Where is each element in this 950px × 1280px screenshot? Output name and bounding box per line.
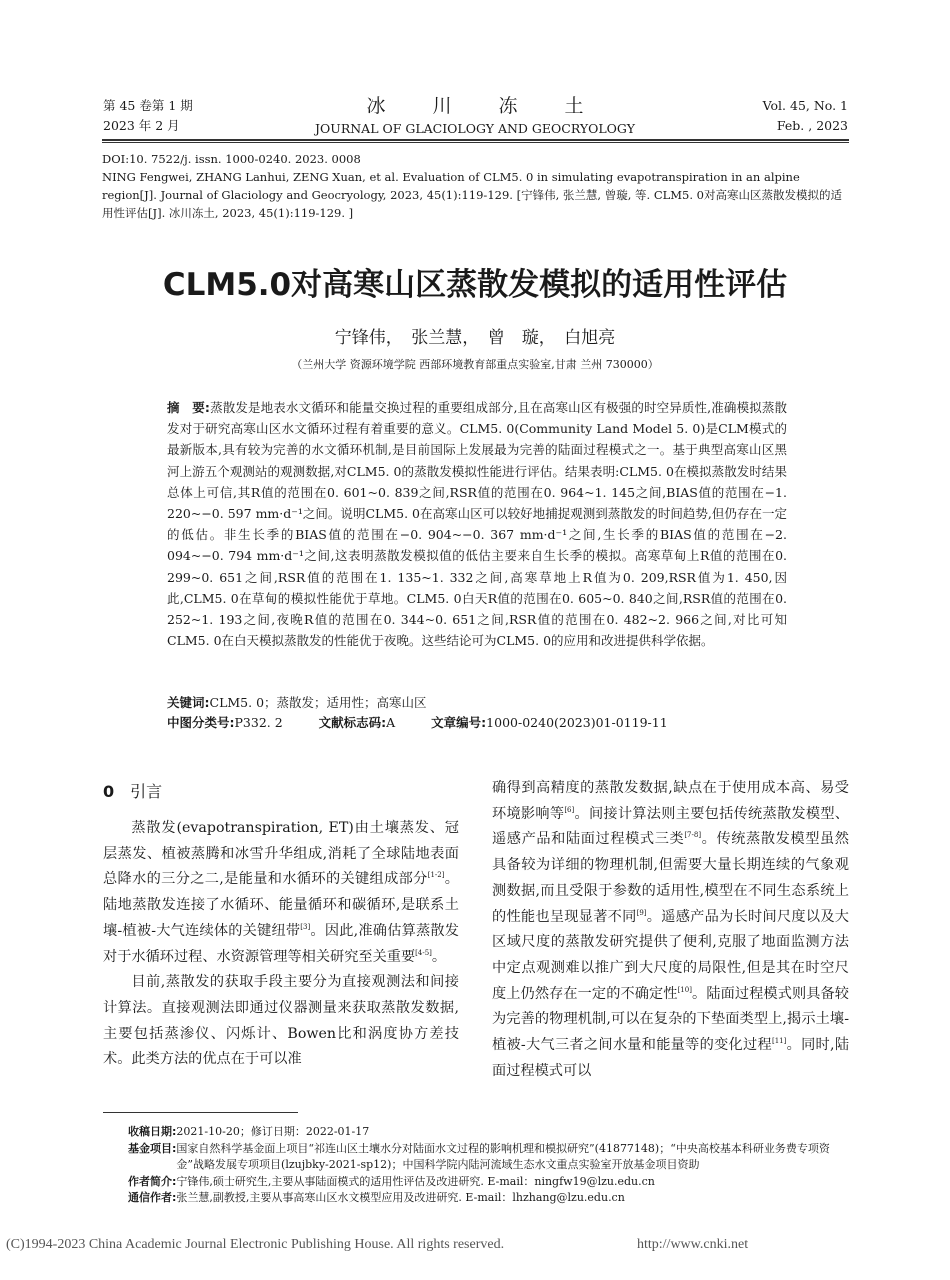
- section-heading: [103, 780, 162, 804]
- abstract: [167, 397, 787, 651]
- header-rule-thin: [102, 142, 849, 143]
- journal-title-cn: 冰 川 冻 土: [366, 95, 598, 117]
- footnote-corresponding: 通信作者: 张兰慧,副教授,主要从事高寒山区水文模型应用及改进研究. E-mail：lhzhang@lzu.edu.cn: [128, 1191, 625, 1205]
- volume-en: Vol. 45, No. 1: [762, 98, 848, 113]
- footnote-author-bio: 作者简介: 宁锋伟,硕士研究生,主要从事陆面模式的适用性评估及改进研究. E-mail：ningfw19@lzu.edu.cn: [128, 1174, 655, 1188]
- citation-text: NING Fengwei, ZHANG Lanhui, ZENG Xuan, et al. Evaluation of CLM5. 0 in simulating evapotranspiration in an alpine region[J]. Journal of Glaciology and Geocryology, 2023, 45(1):119-129. [宁锋伟, 张兰慧, 曾璇, 等. CLM5. 0对高寒山区蒸散发模拟的适用性评估[J]. 冰川冻土, 2023, 45(1):119-129. ]: [102, 170, 842, 220]
- paragraph: 蒸散发(evapotranspiration, ET)由土壤蒸发、冠层蒸发、植被蒸腾和冰雪升华组成,消耗了全球陆地表面总降水的三分之二,是能量和水循环的关键组成部分[1-2]。陆地蒸散发连接了水循环、能量循环和碳循环,是联系土壤-植被-大气连续体的关键纽带[3]。因此,准确估算蒸散发对于水循环过程、水资源管理等相关研究至关重要[4-5]。: [103, 820, 459, 965]
- citation-ref: [6]: [564, 805, 575, 814]
- article-number-label: 文章编号:: [431, 715, 487, 730]
- clc-value: P332. 2: [234, 715, 283, 730]
- authors: 宁锋伟， 张兰慧， 曾 璇， 白旭亮: [334, 328, 616, 348]
- clc-label: 中图分类号:: [167, 715, 235, 730]
- date-cn: 2023 年 2 月: [103, 118, 180, 133]
- citation-ref: [4-5]: [415, 948, 432, 957]
- citation-ref: [10]: [677, 985, 692, 994]
- doi: DOI:10. 7522/j. issn. 1000-0240. 2023. 0008: [102, 152, 361, 166]
- body-column-left: [103, 816, 459, 1073]
- article-number-value: 1000-0240(2023)01-0119-11: [486, 715, 668, 730]
- journal-title-en: JOURNAL OF GLACIOLOGY AND GEOCRYOLOGY: [315, 121, 635, 136]
- date-en: Feb. , 2023: [776, 118, 848, 133]
- paragraph: 目前,蒸散发的获取手段主要分为直接观测法和间接计算法。直接观测法即通过仪器测量来获取蒸散发数据,主要包括蒸渗仪、闪烁计、Bowen比和涡度协方差技术。此类方法的优点在于可以准: [103, 974, 459, 1068]
- citation-ref: [7-8]: [684, 831, 702, 840]
- section-number: 0: [103, 782, 115, 801]
- header-left: [103, 96, 193, 136]
- footnote-received: 收稿日期: 2021-10-20；修订日期：2022-01-17: [128, 1125, 370, 1138]
- header-right: [763, 96, 848, 136]
- doc-code-label: 文献标志码:: [318, 715, 387, 730]
- volume-cn: 第 45 卷第 1 期: [103, 98, 193, 113]
- citation-block: [102, 150, 849, 222]
- doc-code-value: A: [386, 715, 396, 730]
- copyright-text: (C)1994-2023 China Academic Journal Electronic Publishing House. All rights reserved.: [6, 1237, 505, 1252]
- citation-ref: [9]: [636, 908, 647, 917]
- citation-ref: [3]: [300, 922, 311, 931]
- header-center: [275, 94, 675, 139]
- affiliation: （兰州大学 资源环境学院 西部环境教育部重点实验室,甘肃 兰州 730000）: [291, 358, 659, 371]
- abstract-text: 蒸散发是地表水文循环和能量交换过程的重要组成部分,且在高寒山区有极强的时空异质性,准确模拟蒸散发对于研究高寒山区水文循环过程有着重要的意义。CLM5. 0(Community Land Model 5. 0)是CLM模式的最新版本,具有较为完善的水文循环机制,是目前国际上发展最为完善的陆面过程模式之一。基于典型高寒山区黑河上游五个观测站的观测数据,对CLM5. 0的蒸散发模拟性能进行评估。结果表明:CLM5. 0在模拟蒸散发时结果总体上可信,其R值的范围在0. 601~0. 839之间,RSR值的范围在0. 964~1. 145之间,BIAS值的范围在−1. 220~−0. 597 mm·d⁻¹之间。说明CLM5. 0在高寒山区可以较好地捕捉观测到蒸散发的时间趋势,但仍存在一定的低估。非生长季的BIAS值的范围在−0. 904~−0. 367 mm·d⁻¹之间,生长季的BIAS值的范围在−2. 094~−0. 794 mm·d⁻¹之间,这表明蒸散发模拟值的低估主要来自生长季的模拟。高寒草甸上R值的范围在0. 299~0. 651之间,RSR值的范围在1. 135~1. 332之间,高寒草地上R值为0. 209,RSR值为1. 450,因此,CLM5. 0在草甸的模拟性能优于草地。CLM5. 0白天R值的范围在0. 605~0. 840之间,RSR值的范围在0. 252~1. 193之间,夜晚R值的范围在0. 344~0. 651之间,RSR值的范围在0. 482~2. 966之间,对比可知CLM5. 0在白天模拟蒸散发的性能优于夜晚。这些结论可为CLM5. 0的应用和改进提供科学依据。: [167, 400, 787, 649]
- paper-title: CLM5.0对高寒山区蒸散发模拟的适用性评估: [162, 267, 788, 303]
- header-rule-thick: [102, 139, 849, 141]
- paragraph-continued: 确得到高精度的蒸散发数据,缺点在于使用成本高、易受环境影响等[6]。间接计算法则主要包括传统蒸散发模型、遥感产品和陆面过程模式三类[7-8]。传统蒸散发模型虽然具备较为详细的物理机制,但需要大量长期连续的气象观测数据,而且受限于参数的适用性,模型在不同生态系统上的性能也呈现显著不同[9]。遥感产品为长时间尺度以及大区域尺度的蒸散发研究提供了便利,克服了地面监测方法中定点观测难以推广到大尺度的局限性,但是其在时空尺度上仍然存在一定的不确定性[10]。陆面过程模式则具备较为完善的物理机制,可以在复杂的下垫面类型上,揭示土壤-植被-大气三者之间水量和能量等的变化过程[11]。同时,陆面过程模式可以: [492, 780, 850, 1079]
- section-title: 引言: [130, 782, 163, 801]
- citation-ref: [1-2]: [427, 871, 445, 880]
- citation-ref: [11]: [771, 1037, 787, 1046]
- cnki-link[interactable]: http://www.cnki.net: [637, 1237, 749, 1252]
- body-column-right: [492, 776, 849, 1084]
- footnote-rule: [103, 1112, 298, 1113]
- abstract-label: 摘 要:: [167, 400, 210, 415]
- keywords: [167, 693, 787, 713]
- footnote-funding: 基金项目: 国家自然科学基金面上项目“祁连山区土壤水分对陆面水文过程的影响机理和模拟研究”(41877148)；“中央高校基本科研业务费专项资金”战略发展专项项目(lzujbky-2021-sp12)；中国科学院内陆河流域生态水文重点实验室开放基金项目资助: [128, 1141, 830, 1172]
- keywords-text: CLM5. 0；蒸散发；适用性；高寒山区: [209, 695, 427, 710]
- classification-line: [167, 713, 807, 733]
- keywords-label: 关键词:: [167, 695, 210, 710]
- footnotes: [128, 1124, 850, 1207]
